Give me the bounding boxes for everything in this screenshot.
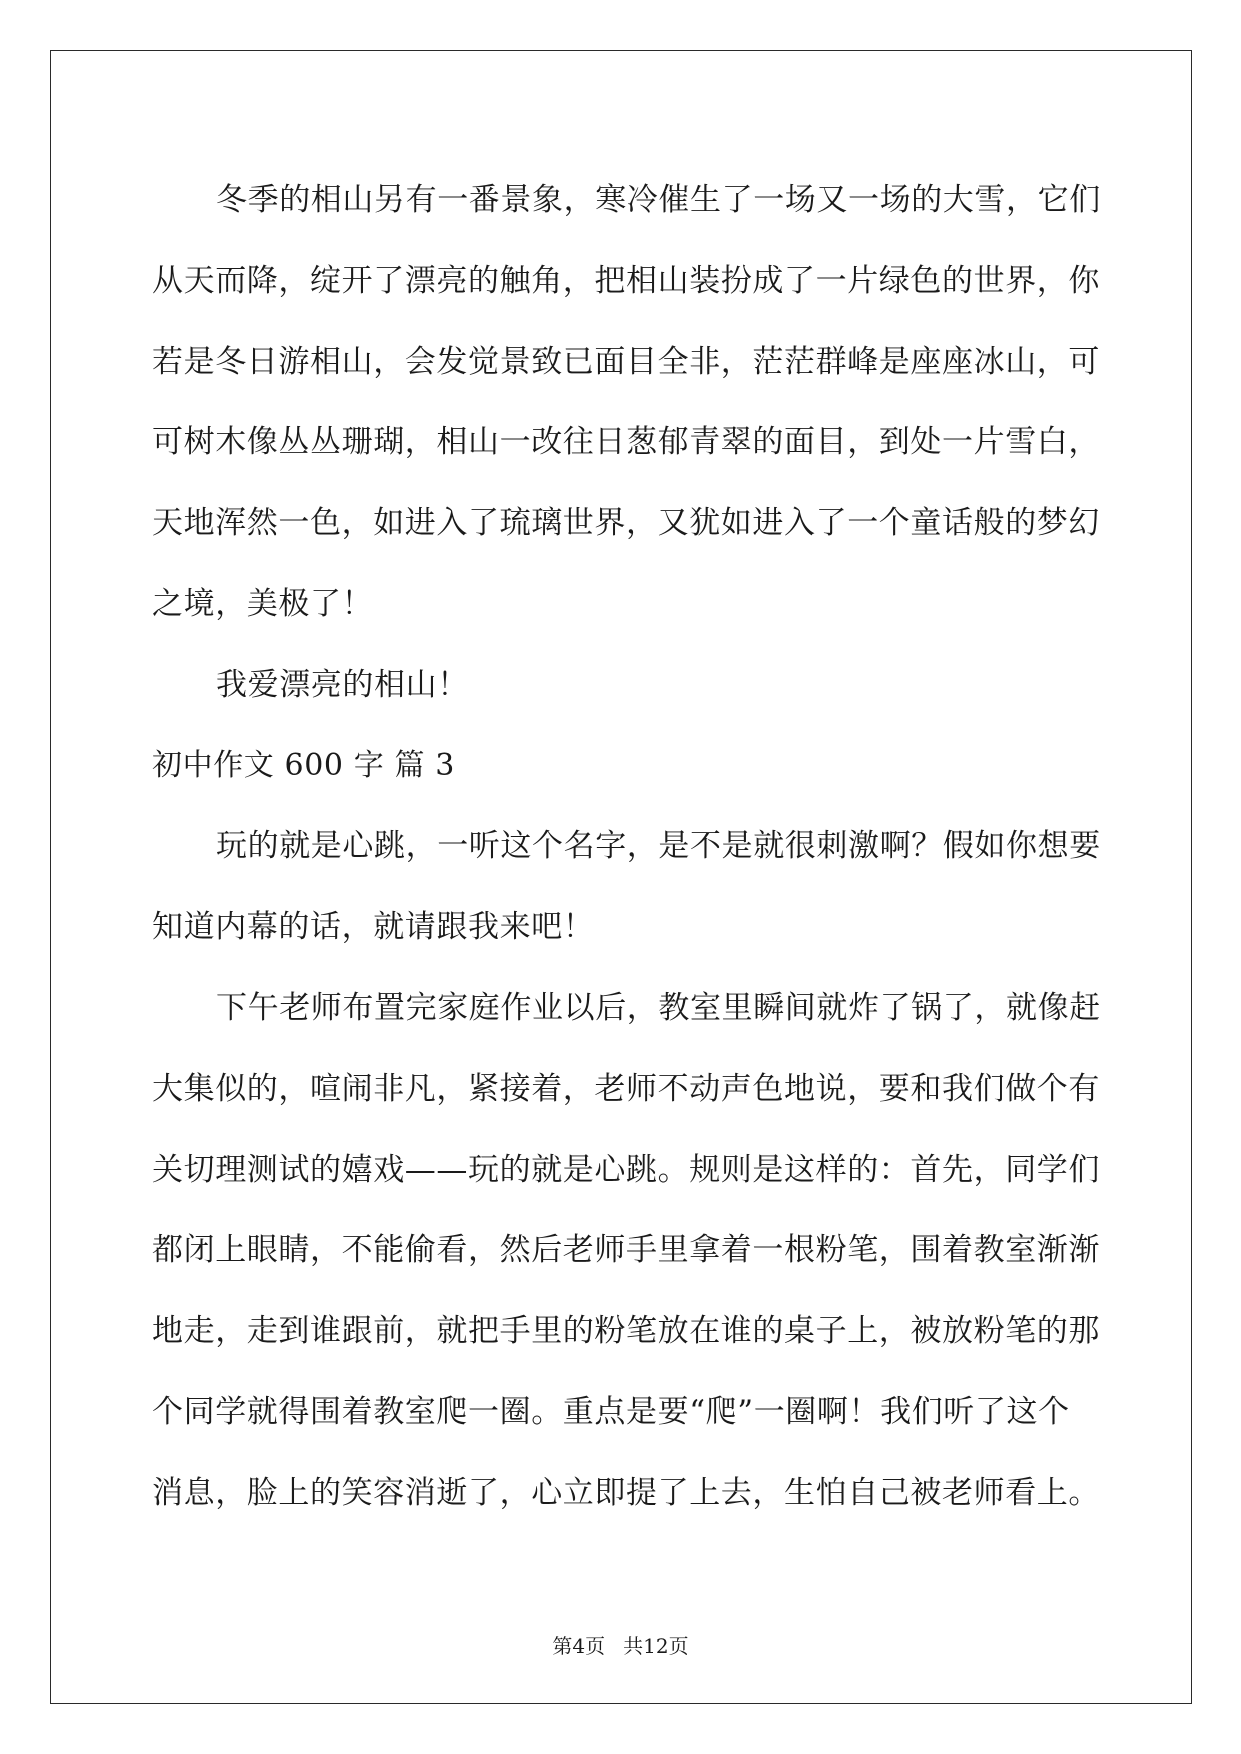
text-line: 都闭上眼睛，不能偷看，然后老师手里拿着一根粉笔，围着教室渐渐 (152, 1232, 1100, 1269)
section-heading: 初中作文 600 字 篇 3 (152, 747, 455, 783)
text-line: 天地浑然一色，如进入了琉璃世界，又犹如进入了一个童话般的梦幻 (152, 505, 1100, 542)
text-line: 我爱漂亮的相山！ (216, 666, 469, 703)
page-footer (0, 1630, 1241, 1659)
text-line: 从天而降，绽开了漂亮的触角，把相山装扮成了一片绿色的世界，你 (152, 262, 1100, 299)
text-line: 冬季的相山另有一番景象，寒冷催生了一场又一场的大雪，它们 (216, 182, 1101, 218)
text-line: 玩的就是心跳，一听这个名字，是不是就很刺激啊？假如你想要 (216, 828, 1101, 865)
text-line: 地走，走到谁跟前，就把手里的粉笔放在谁的桌子上，被放粉笔的那 (152, 1313, 1100, 1350)
document-body (152, 160, 1101, 1534)
text-line: 之境，美极了！ (152, 585, 374, 622)
page-total: 共12页 (623, 1634, 689, 1658)
text-line: 关切理测试的嬉戏——玩的就是心跳。规则是这样的：首先，同学们 (152, 1151, 1100, 1188)
paragraph-intro (152, 806, 1101, 968)
text-line: 下午老师布置完家庭作业以后，教室里瞬间就炸了锅了，就像赶 (216, 989, 1101, 1026)
text-line: 若是冬日游相山，会发觉景致已面目全非，茫茫群峰是座座冰山，可 (152, 343, 1100, 380)
text-line: 消息，脸上的笑容消逝了，心立即提了上去，生怕自己被老师看上。 (152, 1474, 1100, 1511)
paragraph-winter (152, 160, 1101, 645)
page-number: 第4页 (552, 1634, 606, 1658)
paragraph-game (152, 968, 1101, 1534)
text-line: 大集似的，喧闹非凡，紧接着，老师不动声色地说，要和我们做个有 (152, 1070, 1100, 1107)
text-line: 可树木像丛丛珊瑚，相山一改往日葱郁青翠的面目，到处一片雪白， (152, 424, 1100, 461)
paragraph-love (152, 645, 1092, 726)
text-line: 知道内幕的话，就请跟我来吧！ (152, 909, 595, 946)
text-line: 个同学就得围着教室爬一圈。重点是要“爬”一圈啊！我们听了这个 (152, 1393, 1070, 1430)
